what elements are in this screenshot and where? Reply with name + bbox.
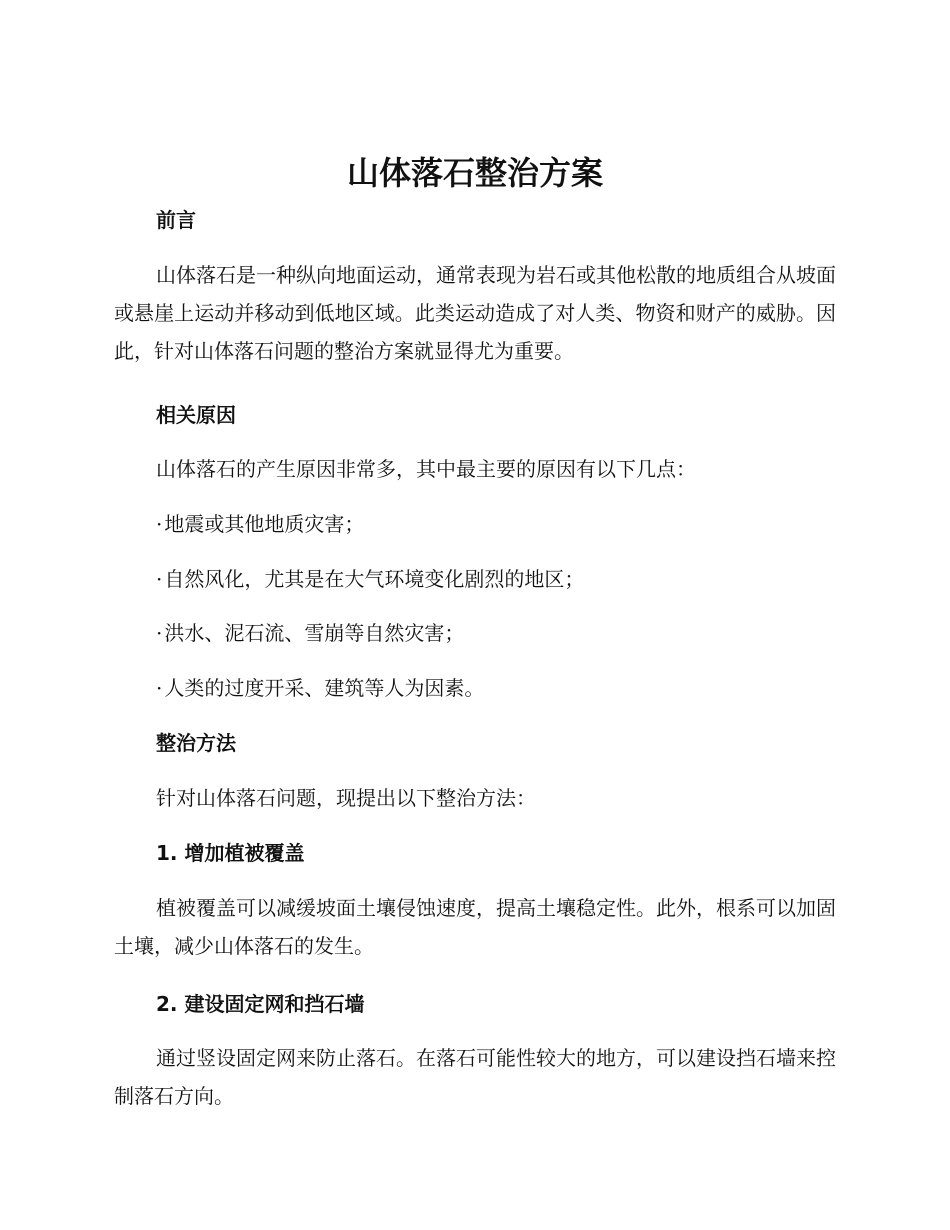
list-item — [156, 565, 584, 593]
document-title: 山体落石整治方案 — [346, 154, 603, 192]
method-paragraph-vegetation: 植被覆盖可以减缓坡面土壤侵蚀速度，提高土壤稳定性。此外，根系可以加固土壤，减少山体落石的发生。 — [114, 896, 836, 958]
list-item-text: 洪水、泥石流、雪崩等自然灾害； — [164, 621, 465, 645]
preface-paragraph: 山体落石是一种纵向地面运动，通常表现为岩石或其他松散的地质组合从坡面或悬崖上运动并移动到低地区域。此类运动造成了对人类、物资和财产的威胁。因此，针对山体落石问题的整治方案就显得尤为重要。 — [114, 263, 836, 363]
list-item — [156, 674, 484, 702]
method-heading-net-wall: 2. 建设固定网和挡石墙 — [156, 992, 365, 1016]
bullet-icon: · — [156, 676, 163, 700]
list-item-text: 人类的过度开采、建筑等人为因素。 — [164, 676, 485, 700]
methods-intro: 针对山体落石问题，现提出以下整治方法： — [156, 786, 536, 810]
list-item — [156, 510, 364, 538]
list-item — [156, 619, 464, 647]
causes-intro: 山体落石的产生原因非常多，其中最主要的原因有以下几点： — [156, 457, 696, 481]
list-item-text: 自然风化，尤其是在大气环境变化剧烈的地区； — [164, 567, 585, 591]
bullet-icon: · — [156, 512, 163, 536]
bullet-icon: · — [156, 567, 163, 591]
section-heading-causes: 相关原因 — [156, 403, 236, 427]
method-heading-vegetation: 1. 增加植被覆盖 — [156, 841, 305, 865]
section-heading-methods: 整治方法 — [156, 731, 236, 755]
list-item-text: 地震或其他地质灾害； — [164, 512, 365, 536]
section-heading-preface: 前言 — [156, 208, 196, 232]
method-paragraph-net-wall: 通过竖设固定网来防止落石。在落石可能性较大的地方，可以建设挡石墙来控制落石方向。 — [114, 1046, 836, 1108]
bullet-icon: · — [156, 621, 163, 645]
